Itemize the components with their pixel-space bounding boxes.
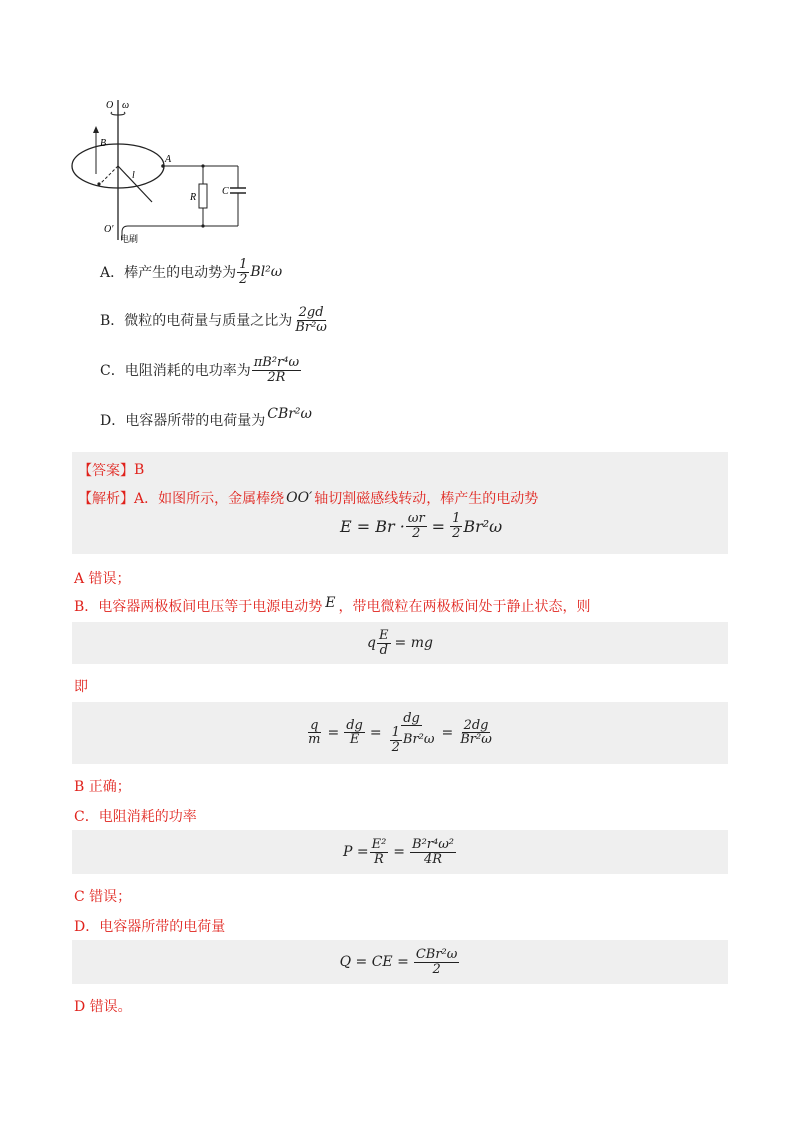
ji-label: 即 [74, 679, 88, 695]
b-right: B 正确； [74, 779, 131, 795]
option-b-text: B．微粒的电荷量与质量之比为 [100, 313, 293, 330]
answer-box [72, 452, 728, 554]
equation-charge-mass-ratio: $\frac{q}{m}$ = $\frac{dg}{E}$ = dg $\frac{1}{2}$ Br²ω = $\frac{2dg}{\text{Br²ω}}$ [72, 702, 728, 764]
d-wrong: D 错误。 [74, 999, 132, 1015]
option-c-text: C．电阻消耗的电功率为 [100, 363, 251, 380]
rotating-rod-circuit-diagram [66, 94, 266, 244]
label-r: R [190, 192, 197, 203]
b-analysis-line: B．电容器两极板间电压等于电源电动势 E ，带电微粒在两极板间处于静止状态，则 [74, 595, 591, 615]
label-c: C [222, 186, 229, 197]
equation-force-balance: q $\frac{E}{d}$ = mg [72, 622, 728, 664]
label-b: B [100, 138, 107, 149]
c-analysis: C．电阻消耗的功率 [74, 809, 197, 825]
c-wrong: C 错误； [74, 889, 132, 905]
option-d-text: D．电容器所带的电荷量为 [100, 413, 266, 429]
option-a-tail: Bl²ω [250, 264, 283, 281]
label-omega: ω [122, 100, 130, 111]
answer-label: 【答案】 [78, 463, 134, 479]
analysis-text-2: 轴切割磁感线转动，棒产生的电动势 [314, 491, 539, 507]
equation-power: P = $\frac{\text{E²}}{R}$ = $\frac{\text{B²r⁴ω²}}{4R}$ [72, 830, 728, 874]
label-o-prime: O′ [104, 224, 114, 235]
option-d [100, 406, 312, 430]
option-a-text: A．棒产生的电动势为 [100, 265, 237, 282]
equation-charge: Q = CE = $\frac{\text{CBr²ω}}{2}$ [72, 940, 728, 984]
d-analysis: D．电容器所带的电荷量 [74, 919, 226, 935]
a-wrong: A 错误； [74, 571, 131, 587]
answer-line [78, 460, 144, 480]
answer-value: B [134, 462, 145, 478]
label-o: O [106, 100, 114, 111]
analysis-line [78, 488, 538, 508]
option-d-tail: CBr²ω [267, 406, 312, 422]
analysis-axis: OO′ [286, 490, 313, 506]
option-b-fraction: $\frac{2gd}{\text{Br²ω}}$ [295, 305, 327, 335]
option-c-fraction: $\frac{\text{πB²r⁴ω}}{2R}$ [253, 355, 300, 385]
option-a [100, 258, 282, 286]
analysis-text: A．如图所示，金属棒绕 [134, 491, 285, 507]
equation-emf: E = Br · $\frac{\omega r}{2}$ = $\frac{1}{2}$ Br²ω [340, 511, 503, 541]
option-c [100, 356, 302, 384]
option-b [100, 306, 330, 334]
label-l: l [132, 170, 135, 181]
option-a-fraction: $\frac{1}{2}$ [239, 257, 248, 287]
analysis-label: 【解析】 [78, 491, 134, 507]
label-a: A [165, 154, 172, 165]
label-brush: 电刷 [120, 235, 139, 244]
